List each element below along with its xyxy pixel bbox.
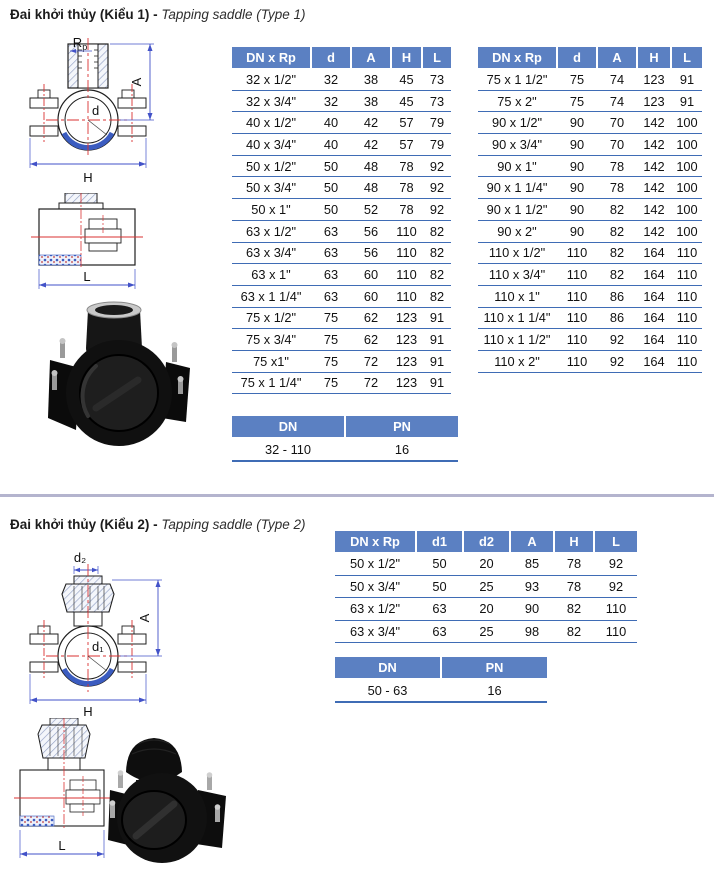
table-cell: 50 (323, 201, 339, 217)
table-row (232, 351, 451, 373)
table-row (335, 598, 637, 621)
column-header: d (312, 47, 350, 68)
table-cell: 63 x 1/2" (349, 601, 401, 617)
table-cell: 63 x 1 1/4" (240, 288, 302, 304)
table-cell: 92 (429, 180, 445, 196)
table-cell: 82 (429, 267, 445, 283)
table-cell: 75 x1" (253, 353, 289, 369)
table-row (232, 438, 458, 462)
table-row (232, 308, 451, 330)
table-cell: 91 (679, 71, 695, 87)
table-cell: 75 (569, 71, 585, 87)
table-cell: 91 (429, 332, 445, 348)
table-cell: 56 (363, 223, 379, 239)
table-cell: 40 x 3/4" (245, 136, 297, 152)
table-cell: 100 (676, 201, 698, 217)
table-cell: 78 (566, 578, 582, 594)
table-cell: 75 x 1 1/2" (486, 71, 548, 87)
table-cell: 63 (323, 223, 339, 239)
table-row (232, 112, 451, 134)
table-cell: 38 (363, 71, 379, 87)
type1-dimensions-table-left (232, 47, 451, 394)
table-cell: 110 x 2" (494, 353, 540, 369)
dim-label-h: H (83, 170, 93, 185)
table-cell: 50 - 63 (367, 682, 408, 698)
table-row (478, 69, 702, 91)
table-cell: 90 (569, 223, 585, 239)
table-cell: 142 (643, 136, 665, 152)
dim-label-a: A (129, 77, 144, 87)
table-cell: 100 (676, 180, 698, 196)
table-cell: 50 x 1/2" (245, 158, 297, 174)
table-cell: 56 (363, 245, 379, 261)
section1-title (10, 7, 305, 22)
table-cell: 82 (609, 201, 625, 217)
table-cell: 110 (566, 245, 588, 261)
table-cell: 142 (643, 158, 665, 174)
table-row (232, 177, 451, 199)
table-cell: 110 (676, 245, 698, 261)
column-header: A (352, 47, 390, 68)
table-cell: 57 (399, 115, 414, 131)
table-cell: 123 (395, 310, 418, 326)
type1-side-view-drawing (25, 193, 185, 293)
table-cell: 90 (569, 136, 585, 152)
table-cell: 164 (643, 332, 665, 348)
table-cell: 45 (399, 71, 414, 87)
dim-label-a: A (137, 613, 152, 623)
table-cell: 16 (394, 441, 410, 457)
column-header: d (558, 47, 596, 68)
table-row (335, 679, 547, 703)
table-cell: 63 x 3/4" (349, 623, 401, 639)
table-cell: 40 (323, 136, 339, 152)
table-row (478, 221, 702, 243)
table-cell: 63 (323, 245, 339, 261)
table-cell: 110 (566, 353, 588, 369)
column-header: PN (346, 416, 458, 437)
table-cell: 48 (363, 158, 379, 174)
table-row (232, 264, 451, 286)
table-cell: 63 x 1/2" (245, 223, 297, 239)
table-cell: 72 (363, 353, 379, 369)
table-cell: 50 (432, 578, 447, 594)
column-header: L (595, 531, 637, 552)
table-cell: 32 - 110 (264, 441, 311, 457)
table-cell: 50 x 1/2" (349, 556, 401, 572)
table-cell: 75 x 2" (497, 93, 537, 109)
table-cell: 75 (323, 353, 339, 369)
table-cell: 91 (679, 93, 695, 109)
table-cell: 75 (569, 93, 585, 109)
table-row (478, 112, 702, 134)
table-cell: 92 (608, 556, 624, 572)
table-row (232, 156, 451, 178)
table-cell: 50 (323, 180, 339, 196)
table-cell: 91 (429, 375, 445, 391)
table-cell: 75 (323, 332, 339, 348)
section1-title-english: Tapping saddle (Type 1) (161, 7, 306, 22)
column-header: DN x Rp (478, 47, 556, 68)
table-cell: 110 (396, 223, 417, 239)
column-header: d1 (417, 531, 462, 552)
table-cell: 32 x 3/4" (245, 93, 297, 109)
table-cell: 82 (429, 245, 445, 261)
table-cell: 63 x 1" (251, 267, 291, 283)
column-header: H (638, 47, 670, 68)
column-header: H (392, 47, 421, 68)
column-header: H (555, 531, 593, 552)
type2-side-view-drawing (14, 718, 114, 866)
type2-rating-table (335, 657, 547, 703)
table-cell: 90 (569, 158, 585, 174)
table-cell: 110 (566, 332, 588, 348)
table-cell: 82 (566, 601, 582, 617)
table-body (478, 69, 702, 373)
table-header-row (478, 47, 702, 68)
table-cell: 164 (643, 353, 665, 369)
table-header-row (232, 416, 458, 437)
table-cell: 78 (399, 158, 414, 174)
table-cell: 63 x 3/4" (245, 245, 297, 261)
column-header: DN x Rp (335, 531, 415, 552)
dim-label-d2: d₂ (73, 550, 87, 565)
table-cell: 110 x 1/2" (488, 245, 546, 261)
column-header: DN (335, 657, 440, 678)
table-cell: 63 (323, 267, 339, 283)
table-cell: 92 (609, 332, 625, 348)
type1-cross-section-drawing (22, 36, 207, 188)
table-cell: 75 (323, 310, 339, 326)
table-row (232, 329, 451, 351)
table-cell: 82 (609, 223, 625, 239)
table-cell: 142 (643, 115, 665, 131)
table-cell: 110 x 1 1/4" (483, 310, 551, 326)
table-cell: 63 (432, 601, 447, 617)
column-header: L (672, 47, 702, 68)
table-cell: 70 (609, 136, 625, 152)
column-header: DN (232, 416, 344, 437)
table-row (478, 351, 702, 373)
table-cell: 100 (676, 115, 698, 131)
table-row (478, 329, 702, 351)
table-body (335, 553, 637, 643)
table-cell: 60 (363, 267, 379, 283)
table-cell: 92 (608, 578, 624, 594)
table-cell: 110 (605, 623, 627, 639)
table-cell: 90 x 1 1/4" (486, 180, 548, 196)
type2-cross-section-drawing (28, 550, 213, 718)
table-cell: 123 (395, 375, 418, 391)
table-cell: 40 (323, 115, 339, 131)
table-cell: 164 (643, 288, 665, 304)
table-row (478, 177, 702, 199)
table-cell: 90 (569, 180, 585, 196)
table-cell: 75 x 1 1/4" (240, 375, 302, 391)
table-cell: 110 x 1" (494, 288, 540, 304)
table-cell: 93 (524, 578, 540, 594)
column-header: L (423, 47, 451, 68)
table-cell: 110 (396, 267, 417, 283)
table-cell: 32 (323, 93, 339, 109)
table-header-row (232, 47, 451, 68)
table-cell: 78 (399, 201, 414, 217)
table-cell: 50 x 1" (251, 201, 291, 217)
table-row (232, 221, 451, 243)
table-cell: 50 x 3/4" (245, 180, 297, 196)
table-cell: 90 x 1 1/2" (486, 201, 548, 217)
table-cell: 91 (429, 310, 445, 326)
table-cell: 82 (429, 223, 445, 239)
table-cell: 123 (395, 353, 418, 369)
table-cell: 82 (609, 267, 625, 283)
table-row (478, 134, 702, 156)
table-cell: 38 (363, 93, 379, 109)
section2-title-english: Tapping saddle (Type 2) (161, 517, 306, 532)
table-row (335, 621, 637, 644)
type1-product-photo (26, 296, 206, 454)
column-header: A (598, 47, 636, 68)
table-cell: 91 (429, 353, 445, 369)
table-cell: 164 (643, 310, 665, 326)
type1-dimensions-table-right (478, 47, 702, 373)
column-header: A (511, 531, 553, 552)
table-cell: 42 (363, 136, 379, 152)
table-cell: 92 (609, 353, 625, 369)
table-cell: 123 (643, 93, 665, 109)
type2-dimensions-table (335, 531, 637, 643)
table-cell: 90 (524, 601, 540, 617)
table-cell: 45 (399, 93, 414, 109)
table-cell: 48 (363, 180, 379, 196)
table-cell: 110 x 1 1/2" (483, 332, 551, 348)
table-cell: 142 (643, 180, 665, 196)
table-cell: 90 (569, 201, 585, 217)
table-row (232, 134, 451, 156)
table-row (335, 576, 637, 599)
table-row (478, 286, 702, 308)
dim-label-d: d (92, 103, 100, 118)
table-cell: 25 (479, 578, 494, 594)
table-cell: 110 (676, 288, 698, 304)
table-cell: 82 (429, 288, 445, 304)
table-cell: 32 x 1/2" (245, 71, 297, 87)
table-cell: 98 (524, 623, 540, 639)
table-cell: 110 (566, 288, 588, 304)
table-cell: 110 (676, 310, 698, 326)
table-cell: 100 (676, 136, 698, 152)
table-cell: 90 x 1" (497, 158, 537, 174)
table-cell: 110 (676, 353, 698, 369)
table-cell: 50 x 3/4" (349, 578, 401, 594)
table-cell: 32 (323, 71, 339, 87)
table-cell: 123 (643, 71, 665, 87)
dim-label-l: L (58, 838, 66, 853)
table-cell: 60 (363, 288, 379, 304)
table-cell: 86 (609, 288, 625, 304)
table-cell: 75 x 1/2" (245, 310, 297, 326)
table-cell: 90 x 1/2" (491, 115, 543, 131)
table-cell: 110 (396, 245, 417, 261)
table-header-row (335, 657, 547, 678)
table-cell: 142 (643, 201, 665, 217)
dim-label-rp: $R_p$ (72, 36, 88, 52)
table-cell: 100 (676, 223, 698, 239)
section-divider (0, 494, 714, 497)
table-cell: 90 x 2" (497, 223, 537, 239)
table-cell: 20 (479, 556, 494, 572)
table-row (478, 264, 702, 286)
table-row (478, 308, 702, 330)
table-cell: 74 (609, 71, 625, 87)
table-cell: 110 (605, 601, 627, 617)
table-row (478, 199, 702, 221)
table-cell: 57 (399, 136, 414, 152)
type2-product-photo (104, 732, 234, 867)
table-cell: 90 (569, 115, 585, 131)
table-cell: 78 (609, 158, 625, 174)
table-cell: 62 (363, 332, 379, 348)
table-cell: 78 (399, 180, 414, 196)
section1-title-vietnamese: Đai khởi thủy (Kiểu 1) - (10, 7, 162, 22)
table-cell: 79 (429, 115, 445, 131)
table-cell: 78 (609, 180, 625, 196)
column-header: DN x Rp (232, 47, 310, 68)
table-cell: 25 (479, 623, 494, 639)
table-row (232, 243, 451, 265)
table-cell: 164 (643, 267, 665, 283)
table-row (232, 69, 451, 91)
table-cell: 73 (429, 93, 445, 109)
table-cell: 70 (609, 115, 625, 131)
table-cell: 92 (429, 158, 445, 174)
table-header-row (335, 531, 637, 552)
table-cell: 110 (676, 332, 698, 348)
table-cell: 142 (643, 223, 665, 239)
table-cell: 92 (429, 201, 445, 217)
table-row (478, 91, 702, 113)
table-cell: 90 x 3/4" (491, 136, 543, 152)
column-header: PN (442, 657, 547, 678)
table-cell: 62 (363, 310, 379, 326)
dim-label-d1: d₁ (92, 639, 104, 654)
table-row (478, 156, 702, 178)
table-cell: 63 (323, 288, 339, 304)
table-cell: 85 (524, 556, 540, 572)
table-cell: 110 (566, 267, 588, 283)
table-cell: 78 (566, 556, 582, 572)
section2-title (10, 517, 305, 532)
table-cell: 110 (566, 310, 588, 326)
table-cell: 42 (363, 115, 379, 131)
table-cell: 110 (676, 267, 698, 283)
table-cell: 40 x 1/2" (245, 115, 297, 131)
table-cell: 82 (566, 623, 582, 639)
table-cell: 110 x 3/4" (488, 267, 546, 283)
table-cell: 82 (609, 245, 625, 261)
dim-label-h: H (83, 704, 93, 718)
table-row (232, 199, 451, 221)
table-cell: 73 (429, 71, 445, 87)
table-body (232, 69, 451, 394)
table-row (232, 91, 451, 113)
table-row (335, 553, 637, 576)
table-cell: 164 (643, 245, 665, 261)
table-body (335, 679, 547, 703)
table-cell: 86 (609, 310, 625, 326)
table-cell: 100 (676, 158, 698, 174)
table-row (478, 243, 702, 265)
table-cell: 75 x 3/4" (245, 332, 297, 348)
table-cell: 123 (395, 332, 418, 348)
type1-rating-table (232, 416, 458, 462)
table-cell: 16 (487, 682, 502, 698)
table-cell: 75 (323, 375, 339, 391)
column-header: d2 (464, 531, 509, 552)
table-cell: 20 (479, 601, 494, 617)
table-cell: 50 (323, 158, 339, 174)
table-cell: 79 (429, 136, 445, 152)
table-cell: 50 (432, 556, 447, 572)
table-cell: 74 (609, 93, 625, 109)
table-cell: 72 (363, 375, 379, 391)
dim-label-l: L (83, 269, 91, 284)
table-row (232, 373, 451, 395)
section2-title-vietnamese: Đai khởi thủy (Kiểu 2) - (10, 517, 162, 532)
table-cell: 52 (363, 201, 379, 217)
table-cell: 110 (396, 288, 417, 304)
table-body (232, 438, 458, 462)
table-cell: 63 (432, 623, 447, 639)
table-row (232, 286, 451, 308)
